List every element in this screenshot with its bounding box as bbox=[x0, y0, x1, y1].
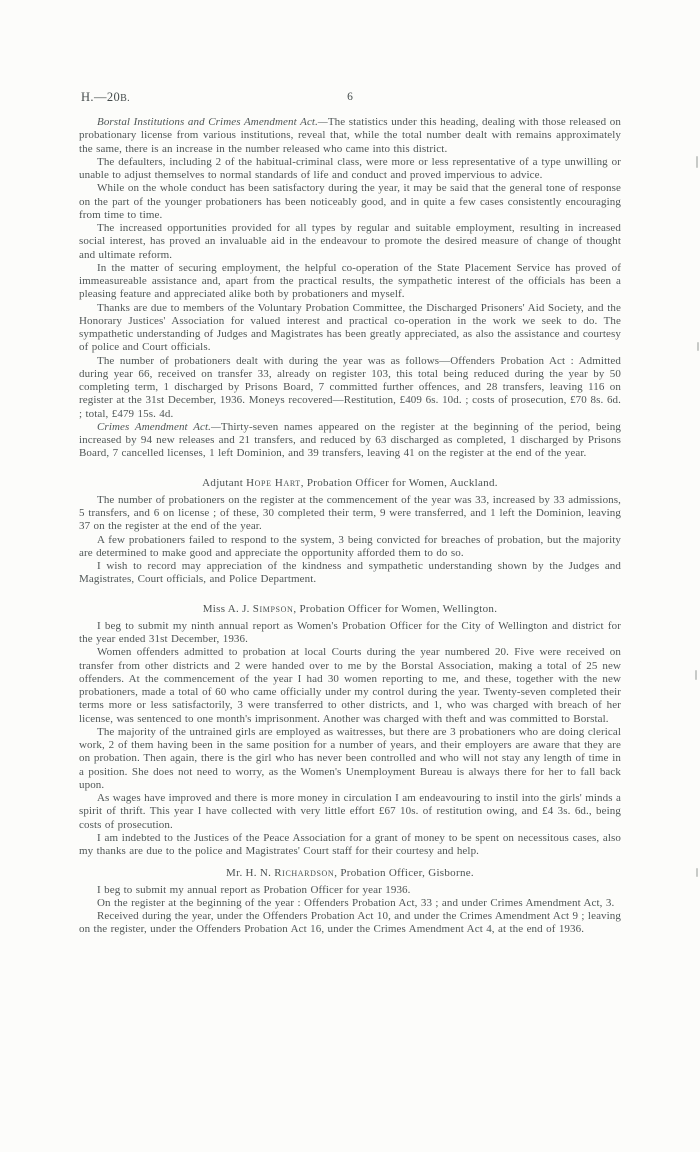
paragraph bbox=[79, 116, 621, 156]
paragraph-lead: Crimes Amendment Act.— bbox=[97, 420, 221, 433]
heading-prefix: Mr. H. N. bbox=[226, 867, 275, 880]
paragraph: On the register at the beginning of the year : Offenders Probation Act, 33 ; and under Crimes Amendment Act, 3. bbox=[97, 896, 615, 909]
paragraph-lead: Borstal Institutions and Crimes Amendment Act.— bbox=[97, 116, 328, 128]
paragraph: I beg to submit my annual report as Probation Officer for year 1936. bbox=[97, 883, 411, 896]
section-heading bbox=[79, 603, 621, 616]
report-code: H.—20B. bbox=[81, 90, 130, 104]
paragraph: Women offenders admitted to probation at local Courts during the year numbered 20. Five were received on transfer from other districts and 2 were handed over to me by the Borstal Association, making a total of 25 new offenders. At the commencement of the year I had 30 women reporting to me, and these, together with the new probationers, made a total of 60 who came officially under my control during the year. Twenty-seven completed their terms more or less satisfactorily, 3 were transferred to other districts, and 1, who was charged with breach of her license, was sentenced to one month's imprisonment. Another was charged with theft and was committed to Borstal. bbox=[79, 646, 621, 725]
paragraph: Thanks are due to members of the Voluntary Probation Committee, the Discharged Prisoners' Aid Society, and the Honorary Justices' Association for valued interest and practical co-operation in the work we seek to do. The sympathetic understanding of Judges and Magistrates has been greatly appreciated, as also the assistance and courtesy of police and Court officials. bbox=[79, 301, 621, 354]
paragraph: The number of probationers on the register at the commencement of the year was 33, increased by 33 admissions, 5 transfers, and 6 on license ; of these, 30 completed their term, 9 were transferred, and 1 left the Dominion, leaving 37 on the register at the end of the year. bbox=[79, 493, 621, 533]
section-richardson bbox=[79, 867, 621, 936]
scan-artifact bbox=[696, 156, 698, 168]
section-borstal bbox=[79, 116, 621, 461]
paragraph: A few probationers failed to respond to the system, 3 being convicted for breaches of probation, but the majority are determined to make good and appreciate the opportunity afforded them to do so. bbox=[79, 533, 621, 559]
scan-artifact bbox=[695, 670, 697, 680]
officer-name: Hope Hart bbox=[246, 476, 301, 489]
scan-artifact bbox=[697, 342, 699, 351]
heading-suffix: , Probation Officer, Gisborne. bbox=[334, 867, 474, 880]
paragraph-text: The statistics under this heading, dealing with those released on probationary license from various institutions, reveal that, while the total number dealt with remains approximately the same, there is an increase in the number released who came into this district. bbox=[79, 116, 621, 155]
section-simpson bbox=[79, 603, 621, 859]
section-heading bbox=[79, 477, 621, 490]
officer-name: Simpson bbox=[252, 602, 294, 615]
section-heading bbox=[79, 867, 621, 880]
paragraph: As wages have improved and there is more money in circulation I am endeavouring to instil into the girls' minds a spirit of thrift. This year I have collected with very little effort £67 10s. of restitution owing, and £4 3s. 6d., being costs of prosecution. bbox=[79, 792, 621, 831]
heading-suffix: , Probation Officer for Women, Auckland. bbox=[300, 476, 498, 489]
section-hope-hart bbox=[79, 477, 621, 587]
page-content bbox=[79, 90, 621, 937]
paragraph: The majority of the untrained girls are employed as waitresses, but there are 3 probationers who are doing clerical work, 2 of them having been in the same position for a number of years, and their employers are aware that they are on probation. Then again, there is the girl who has never been controlled and who will not stay any length of time in a position. She does not need to worry, as the Women's Unemployment Bureau is always there for her to fall back upon. bbox=[79, 725, 621, 791]
heading-prefix: Miss A. J. bbox=[202, 602, 253, 615]
paragraph: I beg to submit my ninth annual report as Women's Probation Officer for the City of Wellington and district for the year ended 31st December, 1936. bbox=[79, 619, 621, 645]
paragraph bbox=[79, 421, 621, 461]
paragraph-text: Thirty-seven names appeared on the register at the beginning of the period, being increased by 94 new releases and 21 transfers, and reduced by 63 discharged as completed, 1 discharged by Prisons Board, 7 cancelled licenses, 1 left Dominion, and 39 transfers, leaving 41 on the register at the end of the year. bbox=[79, 420, 621, 460]
page-header bbox=[79, 90, 621, 106]
heading-prefix: Adjutant bbox=[202, 476, 247, 489]
officer-name: Richardson bbox=[274, 867, 335, 880]
paragraph: The defaulters, including 2 of the habitual-criminal class, were more or less representative of a type unwilling or unable to adjust themselves to normal standards of life and conduct and proved impervious to advice. bbox=[79, 155, 621, 181]
paragraph: In the matter of securing employment, the helpful co-operation of the State Placement Service has proved of immeasureable assistance and, apart from the practical results, the sympathetic interest of the officials has been a pleasing feature and appreciated alike both by probationers and myself. bbox=[79, 261, 621, 301]
scan-artifact bbox=[696, 868, 698, 877]
heading-suffix: , Probation Officer for Women, Wellington. bbox=[293, 602, 498, 615]
paragraph: The increased opportunities provided for all types by regular and suitable employment, resulting in increased social interest, has proved an invaluable aid in the endeavour to promote the desired measure of change of thought and ultimate reform. bbox=[79, 222, 621, 261]
paragraph: I am indebted to the Justices of the Peace Association for a grant of money to be spent on necessitous cases, also my thanks are due to the police and Magistrates' Court staff for their courtesy and help. bbox=[79, 831, 621, 857]
paragraph: Received during the year, under the Offenders Probation Act 10, and under the Crimes Amendment Act 9 ; leaving on the register, under the Offenders Probation Act 16, under the Crimes Amendment Act 4, at the end of 1936. bbox=[79, 910, 622, 936]
paragraph: The number of probationers dealt with during the year was as follows—Offenders Probation Act : Admitted during year 66, received on transfer 33, already on register 103, this total being reduced during the year by 50 completing term, 1 discharged by Prisons Board, 7 committed further offences, and 28 transfers, leaving 116 on register at the 31st December, 1936. Moneys recovered—Restitution, £409 6s. 10d. ; costs of prosecution, £70 8s. 6d. ; total, £479 15s. 4d. bbox=[79, 354, 621, 420]
page-number: 6 bbox=[347, 91, 353, 103]
paragraph: While on the whole conduct has been satisfactory during the year, it may be said that the general tone of response on the part of the younger probationers has been noticeably good, and in quite a few cases consistently encouraging from time to time. bbox=[79, 182, 621, 221]
paragraph: I wish to record may appreciation of the kindness and sympathetic understanding shown by the Judges and Magistrates, Court officials, and Police Department. bbox=[79, 560, 621, 586]
report-body bbox=[79, 116, 621, 937]
